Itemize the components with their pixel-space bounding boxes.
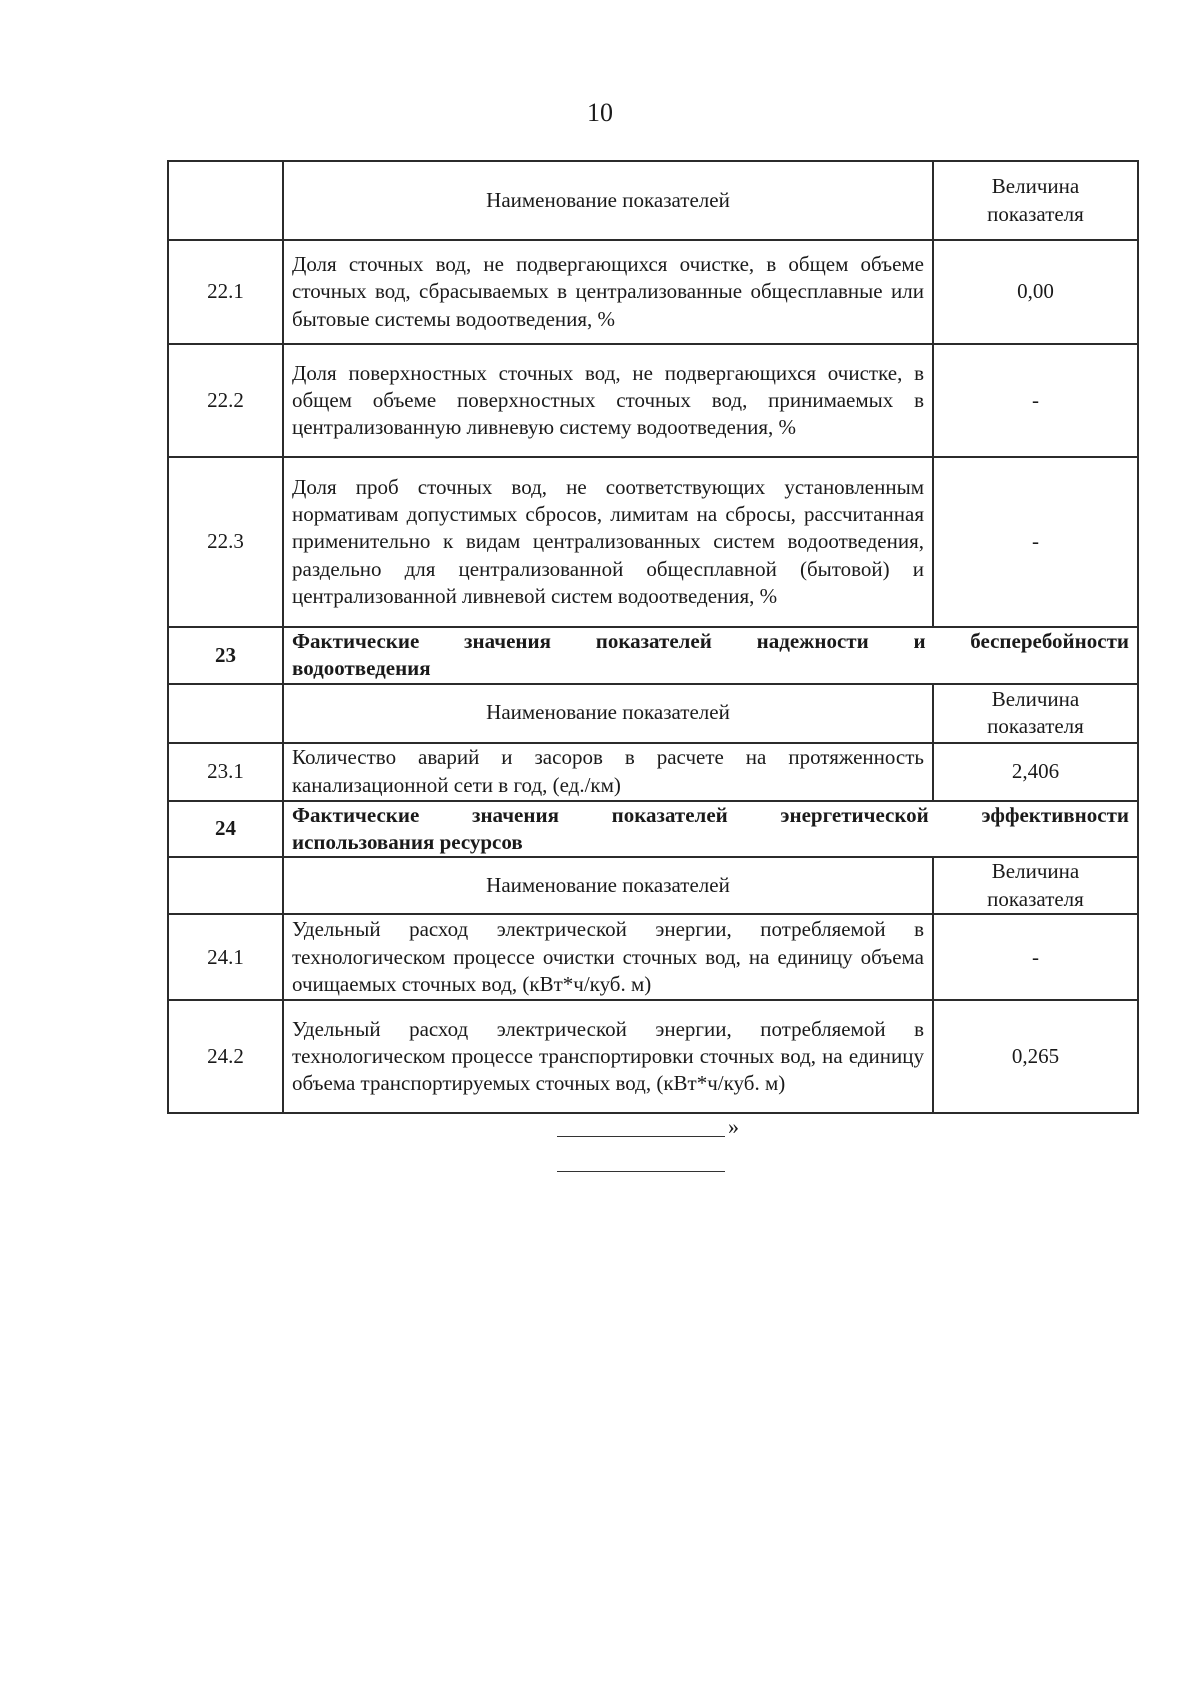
row-number: 22.3: [168, 457, 283, 627]
section-title-line: Фактические значения показателей надежности и бесперебойности: [292, 629, 1129, 653]
row-value: 0,00: [933, 240, 1138, 344]
row-text: Доля сточных вод, не подвергающихся очистке, в общем объеме сточных вод, сбрасываемых в централизованные общесплавные или бытовые системы водоотведения, %: [283, 240, 933, 344]
signature-line: [557, 1171, 725, 1172]
row-number: 22.1: [168, 240, 283, 344]
header-name-cell: Наименование показателей: [283, 857, 933, 914]
row-number: 23.1: [168, 743, 283, 801]
table-row: [168, 743, 1138, 801]
row-number: 24.1: [168, 914, 283, 1000]
section-header-row: [168, 857, 1138, 914]
header-num-cell: [168, 857, 283, 914]
row-value: -: [933, 344, 1138, 457]
table-header-row: [168, 161, 1138, 240]
section-number: 23: [168, 627, 283, 684]
signature-line: [557, 1136, 725, 1137]
header-name-cell: Наименование показателей: [283, 684, 933, 743]
header-value-cell: Величина показателя: [933, 684, 1138, 743]
table-row: [168, 240, 1138, 344]
table-row: [168, 914, 1138, 1000]
section-title-line: Фактические значения показателей энергетической эффективности: [292, 802, 1129, 827]
page-number: 10: [587, 98, 613, 127]
header-name-cell: Наименование показателей: [283, 161, 933, 240]
header-num-cell: [168, 684, 283, 743]
row-text: Количество аварий и засоров в расчете на протяженность канализационной сети в год, (ед./км): [283, 743, 933, 801]
table-row: [168, 344, 1138, 457]
row-text: Удельный расход электрической энергии, потребляемой в технологическом процессе очистки сточных вод, на единицу объема очищаемых сточных вод, (кВт*ч/куб. м): [283, 914, 933, 1000]
section-header-row: [168, 684, 1138, 743]
table-row: [168, 1000, 1138, 1113]
section-title: [283, 801, 1138, 858]
section-title-line: водоотведения: [292, 656, 431, 681]
row-value: -: [933, 457, 1138, 627]
section-title: [283, 627, 1138, 684]
closing-quote: »: [728, 1114, 739, 1139]
row-value: 0,265: [933, 1000, 1138, 1113]
row-text: Доля проб сточных вод, не соответствующих установленным нормативам допустимых сбросов, лимитам на сбросы, рассчитанная применительно к видам централизованных систем водоотведения, раздельно для централизованной общесплавной (бытовой) и централизованной ливневой систем водоотведения, %: [283, 457, 933, 627]
indicators-table: [167, 160, 1139, 1114]
row-value: 2,406: [933, 743, 1138, 801]
row-number: 22.2: [168, 344, 283, 457]
header-value-cell: Величина показателя: [933, 161, 1138, 240]
row-value: -: [933, 914, 1138, 1000]
header-value-cell: Величина показателя: [933, 857, 1138, 914]
table-row: [168, 457, 1138, 627]
row-text: Доля поверхностных сточных вод, не подвергающихся очистке, в общем объеме поверхностных сточных вод, принимаемых в централизованную ливневую систему водоотведения, %: [283, 344, 933, 457]
section-row: [168, 801, 1138, 858]
section-number: 24: [168, 801, 283, 858]
section-row: [168, 627, 1138, 684]
header-num-cell: [168, 161, 283, 240]
section-title-line: использования ресурсов: [292, 829, 523, 854]
row-number: 24.2: [168, 1000, 283, 1113]
row-text: Удельный расход электрической энергии, потребляемой в технологическом процессе транспортировки сточных вод, на единицу объема транспортируемых сточных вод, (кВт*ч/куб. м): [283, 1000, 933, 1113]
